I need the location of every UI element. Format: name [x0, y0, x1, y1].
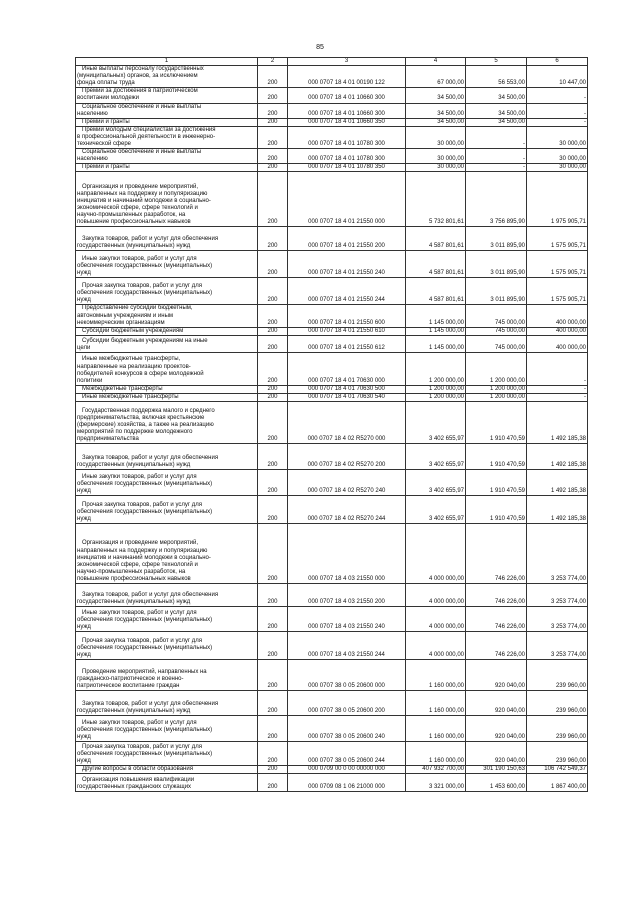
table-row [76, 774, 588, 792]
row-name: Иные межбюджетные трансферты [76, 393, 258, 401]
table-row [76, 305, 588, 327]
row-name: Премии и гранты [76, 118, 258, 126]
row-kbk: 000 0707 18 4 03 21550 240 [288, 606, 406, 631]
row-kbk: 000 0707 18 4 02 R5270 244 [288, 495, 406, 523]
row-kbk: 000 0707 18 4 01 70630 000 [288, 352, 406, 385]
row-code: 200 [258, 126, 288, 148]
row-executed: 746 226,00 [466, 583, 527, 606]
row-executed: 920 040,00 [466, 659, 527, 690]
row-kbk: 000 0707 18 4 01 10660 300 [288, 88, 406, 103]
row-name: Межбюджетные трансферты [76, 385, 258, 393]
row-code: 200 [258, 118, 288, 126]
row-name: Иные закупки товаров, работ и услуг для обеспечения государственных (муниципальных) нужд [76, 251, 258, 278]
row-kbk: 000 0707 18 4 01 10660 300 [288, 103, 406, 118]
row-executed: 34 500,00 [466, 118, 527, 126]
row-code: 200 [258, 583, 288, 606]
row-approved: 1 145 000,00 [406, 305, 466, 327]
row-executed: 1 910 470,59 [466, 401, 527, 443]
row-code: 200 [258, 352, 288, 385]
row-code: 200 [258, 88, 288, 103]
table-body [76, 66, 588, 792]
row-unexecuted: 30 000,00 [527, 149, 588, 164]
row-unexecuted: 3 253 774,00 [527, 523, 588, 583]
page-number: 85 [316, 44, 324, 51]
row-approved: 3 321 000,00 [406, 774, 466, 792]
row-code: 200 [258, 443, 288, 469]
table-row [76, 149, 588, 164]
row-name: Иные закупки товаров, работ и услуг для обеспечения государственных (муниципальных) нужд [76, 606, 258, 631]
row-kbk: 000 0707 38 0 05 20600 244 [288, 741, 406, 765]
row-code: 200 [258, 523, 288, 583]
table-row [76, 88, 588, 103]
row-name: Прочая закупка товаров, работ и услуг для обеспечения государственных (муниципальных) нужд [76, 631, 258, 659]
row-name: Социальное обеспечение и иные выплаты населению [76, 103, 258, 118]
row-kbk: 000 0707 18 4 01 21550 244 [288, 278, 406, 305]
row-approved: 3 402 655,97 [406, 443, 466, 469]
row-name: Другие вопросы в области образования [76, 765, 258, 773]
row-unexecuted: 1 975 905,71 [527, 172, 588, 227]
row-approved: 4 587 801,61 [406, 227, 466, 251]
table-header [76, 58, 588, 66]
row-unexecuted: 3 253 774,00 [527, 583, 588, 606]
row-unexecuted: 1 492 185,38 [527, 469, 588, 495]
row-unexecuted: 10 447,00 [527, 66, 588, 88]
row-unexecuted: - [527, 393, 588, 401]
row-kbk: 000 0707 18 4 01 21550 000 [288, 172, 406, 227]
row-kbk: 000 0709 00 0 00 00000 000 [288, 765, 406, 773]
row-code: 200 [258, 469, 288, 495]
table-row [76, 469, 588, 495]
row-kbk: 000 0707 18 4 03 21550 000 [288, 523, 406, 583]
row-name: Закупка товаров, работ и услуг для обеспечения государственных (муниципальных) нужд [76, 443, 258, 469]
row-executed: 1 910 470,59 [466, 469, 527, 495]
row-approved: 30 000,00 [406, 126, 466, 148]
header-col-5: 5 [466, 58, 527, 66]
row-approved: 34 500,00 [406, 103, 466, 118]
table-row [76, 103, 588, 118]
header-col-4: 4 [406, 58, 466, 66]
row-approved: 30 000,00 [406, 164, 466, 172]
row-name: Организация повышения квалификации государственных гражданских служащих [76, 774, 258, 792]
table-row [76, 66, 588, 88]
row-executed: 746 226,00 [466, 631, 527, 659]
row-approved: 34 500,00 [406, 118, 466, 126]
row-kbk: 000 0707 18 4 01 21550 612 [288, 335, 406, 352]
row-approved: 4 587 801,61 [406, 251, 466, 278]
row-code: 200 [258, 172, 288, 227]
row-executed: - [466, 149, 527, 164]
table-row [76, 118, 588, 126]
row-unexecuted: 1 575 905,71 [527, 251, 588, 278]
row-unexecuted: 400 000,00 [527, 327, 588, 335]
budget-table [75, 57, 588, 792]
row-executed: 1 200 000,00 [466, 393, 527, 401]
row-code: 200 [258, 227, 288, 251]
header-col-2: 2 [258, 58, 288, 66]
row-code: 200 [258, 393, 288, 401]
row-approved: 4 587 801,61 [406, 278, 466, 305]
row-code: 200 [258, 327, 288, 335]
row-executed: 745 000,00 [466, 327, 527, 335]
row-name: Проведение мероприятий, направленных на гражданско-патриотическое и военно- патриотическое воспитание граждан [76, 659, 258, 690]
row-kbk: 000 0707 18 4 01 10780 300 [288, 126, 406, 148]
row-approved: 1 160 000,00 [406, 741, 466, 765]
table-row [76, 385, 588, 393]
row-kbk: 000 0707 18 4 01 00190 122 [288, 66, 406, 88]
row-code: 200 [258, 149, 288, 164]
row-unexecuted: 30 000,00 [527, 126, 588, 148]
row-name: Организация и проведение мероприятий, направленных на поддержку и популяризацию инициатив и начинаний молодежи в социально- экономической сфере, сфере технологий и научно-промышленных разработок, на повышение профессиональных навыков [76, 172, 258, 227]
row-kbk: 000 0707 18 4 03 21550 244 [288, 631, 406, 659]
table-row [76, 172, 588, 227]
row-unexecuted: - [527, 352, 588, 385]
row-name: Иные выплаты персоналу государственных (муниципальных) органов, за исключением фонда оплаты труда [76, 66, 258, 88]
table-row [76, 126, 588, 148]
row-code: 200 [258, 774, 288, 792]
row-unexecuted: - [527, 385, 588, 393]
row-executed: 1 200 000,00 [466, 385, 527, 393]
row-code: 200 [258, 278, 288, 305]
row-name: Субсидии бюджетным учреждениям на иные цели [76, 335, 258, 352]
row-executed: 1 200 000,00 [466, 352, 527, 385]
row-executed: 301 190 150,63 [466, 765, 527, 773]
row-approved: 4 000 000,00 [406, 583, 466, 606]
row-kbk: 000 0707 38 0 05 20600 240 [288, 715, 406, 741]
row-kbk: 000 0707 18 4 01 21550 240 [288, 251, 406, 278]
row-approved: 67 000,00 [406, 66, 466, 88]
table-row [76, 227, 588, 251]
row-executed: 1 910 470,59 [466, 495, 527, 523]
row-approved: 1 200 000,00 [406, 393, 466, 401]
row-code: 200 [258, 606, 288, 631]
row-executed: 746 226,00 [466, 523, 527, 583]
row-code: 200 [258, 715, 288, 741]
row-name: Государственная поддержка малого и среднего предпринимательства, включая крестьянские (фермерские) хозяйства, а также на реализацию мероприятий по поддержке молодежного предпринимательства [76, 401, 258, 443]
row-executed: 920 040,00 [466, 690, 527, 715]
row-approved: 1 200 000,00 [406, 385, 466, 393]
row-name: Закупка товаров, работ и услуг для обеспечения государственных (муниципальных) нужд [76, 583, 258, 606]
table-row [76, 495, 588, 523]
row-approved: 1 160 000,00 [406, 690, 466, 715]
table-row [76, 278, 588, 305]
row-kbk: 000 0707 38 0 05 20600 200 [288, 690, 406, 715]
row-name: Субсидии бюджетным учреждениям [76, 327, 258, 335]
row-code: 200 [258, 741, 288, 765]
row-name: Прочая закупка товаров, работ и услуг для обеспечения государственных (муниципальных) нужд [76, 741, 258, 765]
row-name: Предоставление субсидий бюджетным, автономным учреждениям и иным некоммерческим организациям [76, 305, 258, 327]
table-row [76, 715, 588, 741]
row-executed: - [466, 126, 527, 148]
row-unexecuted: 1 492 185,38 [527, 495, 588, 523]
table-row [76, 352, 588, 385]
table-row [76, 659, 588, 690]
row-executed: 920 040,00 [466, 715, 527, 741]
row-unexecuted: 1 492 185,38 [527, 401, 588, 443]
table-row [76, 327, 588, 335]
table-row [76, 606, 588, 631]
row-approved: 407 932 700,00 [406, 765, 466, 773]
row-executed: 746 226,00 [466, 606, 527, 631]
row-kbk: 000 0707 18 4 01 21550 610 [288, 327, 406, 335]
row-unexecuted: 1 575 905,71 [527, 278, 588, 305]
row-code: 200 [258, 690, 288, 715]
row-unexecuted: 400 000,00 [527, 305, 588, 327]
row-approved: 1 160 000,00 [406, 715, 466, 741]
row-approved: 1 160 000,00 [406, 659, 466, 690]
row-code: 200 [258, 659, 288, 690]
row-executed: - [466, 164, 527, 172]
row-code: 200 [258, 495, 288, 523]
row-name: Премии за достижения в патриотическом воспитании молодежи [76, 88, 258, 103]
row-unexecuted: 3 253 774,00 [527, 606, 588, 631]
row-executed: 56 553,00 [466, 66, 527, 88]
row-kbk: 000 0707 18 4 01 21550 600 [288, 305, 406, 327]
row-code: 200 [258, 385, 288, 393]
row-approved: 3 402 655,97 [406, 469, 466, 495]
row-unexecuted: 106 742 549,37 [527, 765, 588, 773]
row-unexecuted: 1 492 185,38 [527, 443, 588, 469]
row-kbk: 000 0707 18 4 02 R5270 000 [288, 401, 406, 443]
row-approved: 30 000,00 [406, 149, 466, 164]
row-executed: 3 756 895,90 [466, 172, 527, 227]
row-name: Закупка товаров, работ и услуг для обеспечения государственных (муниципальных) нужд [76, 227, 258, 251]
header-col-1: 1 [76, 58, 258, 66]
header-col-3: 3 [288, 58, 406, 66]
row-name: Иные закупки товаров, работ и услуг для обеспечения государственных (муниципальных) нужд [76, 469, 258, 495]
row-unexecuted: - [527, 88, 588, 103]
row-kbk: 000 0707 18 4 01 21550 200 [288, 227, 406, 251]
row-kbk: 000 0707 18 4 03 21550 200 [288, 583, 406, 606]
row-name: Организация и проведение мероприятий, направленных на поддержку и популяризацию инициатив и начинаний молодежи в социально- экономической сфере, сфере технологий и научно-промышленных разработок, на повышение профессиональных навыков [76, 523, 258, 583]
table-row [76, 583, 588, 606]
table-row [76, 401, 588, 443]
row-executed: 34 500,00 [466, 88, 527, 103]
table-row [76, 741, 588, 765]
row-code: 200 [258, 631, 288, 659]
row-unexecuted: - [527, 118, 588, 126]
row-executed: 745 000,00 [466, 305, 527, 327]
row-name: Иные закупки товаров, работ и услуг для обеспечения государственных (муниципальных) нужд [76, 715, 258, 741]
row-approved: 34 500,00 [406, 88, 466, 103]
row-kbk: 000 0707 18 4 01 10780 300 [288, 149, 406, 164]
row-approved: 4 000 000,00 [406, 523, 466, 583]
row-kbk: 000 0707 18 4 02 R5270 200 [288, 443, 406, 469]
row-approved: 4 000 000,00 [406, 606, 466, 631]
row-unexecuted: 239 960,00 [527, 659, 588, 690]
row-executed: 34 500,00 [466, 103, 527, 118]
row-name: Премии и гранты [76, 164, 258, 172]
row-executed: 745 000,00 [466, 335, 527, 352]
row-code: 200 [258, 164, 288, 172]
row-kbk: 000 0709 08 1 06 21000 000 [288, 774, 406, 792]
row-code: 200 [258, 66, 288, 88]
row-unexecuted: 3 253 774,00 [527, 631, 588, 659]
header-col-6: 6 [527, 58, 588, 66]
row-kbk: 000 0707 18 4 02 R5270 240 [288, 469, 406, 495]
row-executed: 3 011 895,90 [466, 251, 527, 278]
row-unexecuted: 239 960,00 [527, 715, 588, 741]
table-row [76, 765, 588, 773]
row-executed: 3 011 895,90 [466, 227, 527, 251]
row-name: Иные межбюджетные трансферты, направленные на реализацию проектов- победителей конкурсов в сфере молодежной политики [76, 352, 258, 385]
row-kbk: 000 0707 38 0 05 20600 000 [288, 659, 406, 690]
table-row [76, 251, 588, 278]
row-kbk: 000 0707 18 4 01 70630 540 [288, 393, 406, 401]
row-code: 200 [258, 251, 288, 278]
row-name: Социальное обеспечение и иные выплаты населению [76, 149, 258, 164]
row-approved: 1 145 000,00 [406, 335, 466, 352]
row-unexecuted: - [527, 103, 588, 118]
row-name: Прочая закупка товаров, работ и услуг для обеспечения государственных (муниципальных) нужд [76, 278, 258, 305]
row-name: Прочая закупка товаров, работ и услуг для обеспечения государственных (муниципальных) нужд [76, 495, 258, 523]
row-code: 200 [258, 305, 288, 327]
row-kbk: 000 0707 18 4 01 70630 500 [288, 385, 406, 393]
row-name: Премии молодым специалистам за достижения в профессиональной деятельности в инженерно- технической сфере [76, 126, 258, 148]
row-name: Закупка товаров, работ и услуг для обеспечения государственных (муниципальных) нужд [76, 690, 258, 715]
table-row [76, 393, 588, 401]
table-row [76, 523, 588, 583]
row-approved: 5 732 801,61 [406, 172, 466, 227]
row-code: 200 [258, 335, 288, 352]
row-approved: 3 402 655,97 [406, 401, 466, 443]
table-row [76, 690, 588, 715]
table-row [76, 335, 588, 352]
row-approved: 3 402 655,97 [406, 495, 466, 523]
row-executed: 920 040,00 [466, 741, 527, 765]
row-approved: 1 145 000,00 [406, 327, 466, 335]
row-unexecuted: 239 960,00 [527, 690, 588, 715]
row-unexecuted: 30 000,00 [527, 164, 588, 172]
table-row [76, 164, 588, 172]
row-code: 200 [258, 765, 288, 773]
table-row [76, 631, 588, 659]
row-unexecuted: 1 575 905,71 [527, 227, 588, 251]
row-unexecuted: 239 960,00 [527, 741, 588, 765]
row-unexecuted: 400 000,00 [527, 335, 588, 352]
row-executed: 1 453 600,00 [466, 774, 527, 792]
row-kbk: 000 0707 18 4 01 10660 350 [288, 118, 406, 126]
row-kbk: 000 0707 18 4 01 10780 350 [288, 164, 406, 172]
row-unexecuted: 1 867 400,00 [527, 774, 588, 792]
row-executed: 3 011 895,90 [466, 278, 527, 305]
row-code: 200 [258, 103, 288, 118]
row-approved: 4 000 000,00 [406, 631, 466, 659]
table-row [76, 443, 588, 469]
row-code: 200 [258, 401, 288, 443]
row-executed: 1 910 470,59 [466, 443, 527, 469]
row-approved: 1 200 000,00 [406, 352, 466, 385]
